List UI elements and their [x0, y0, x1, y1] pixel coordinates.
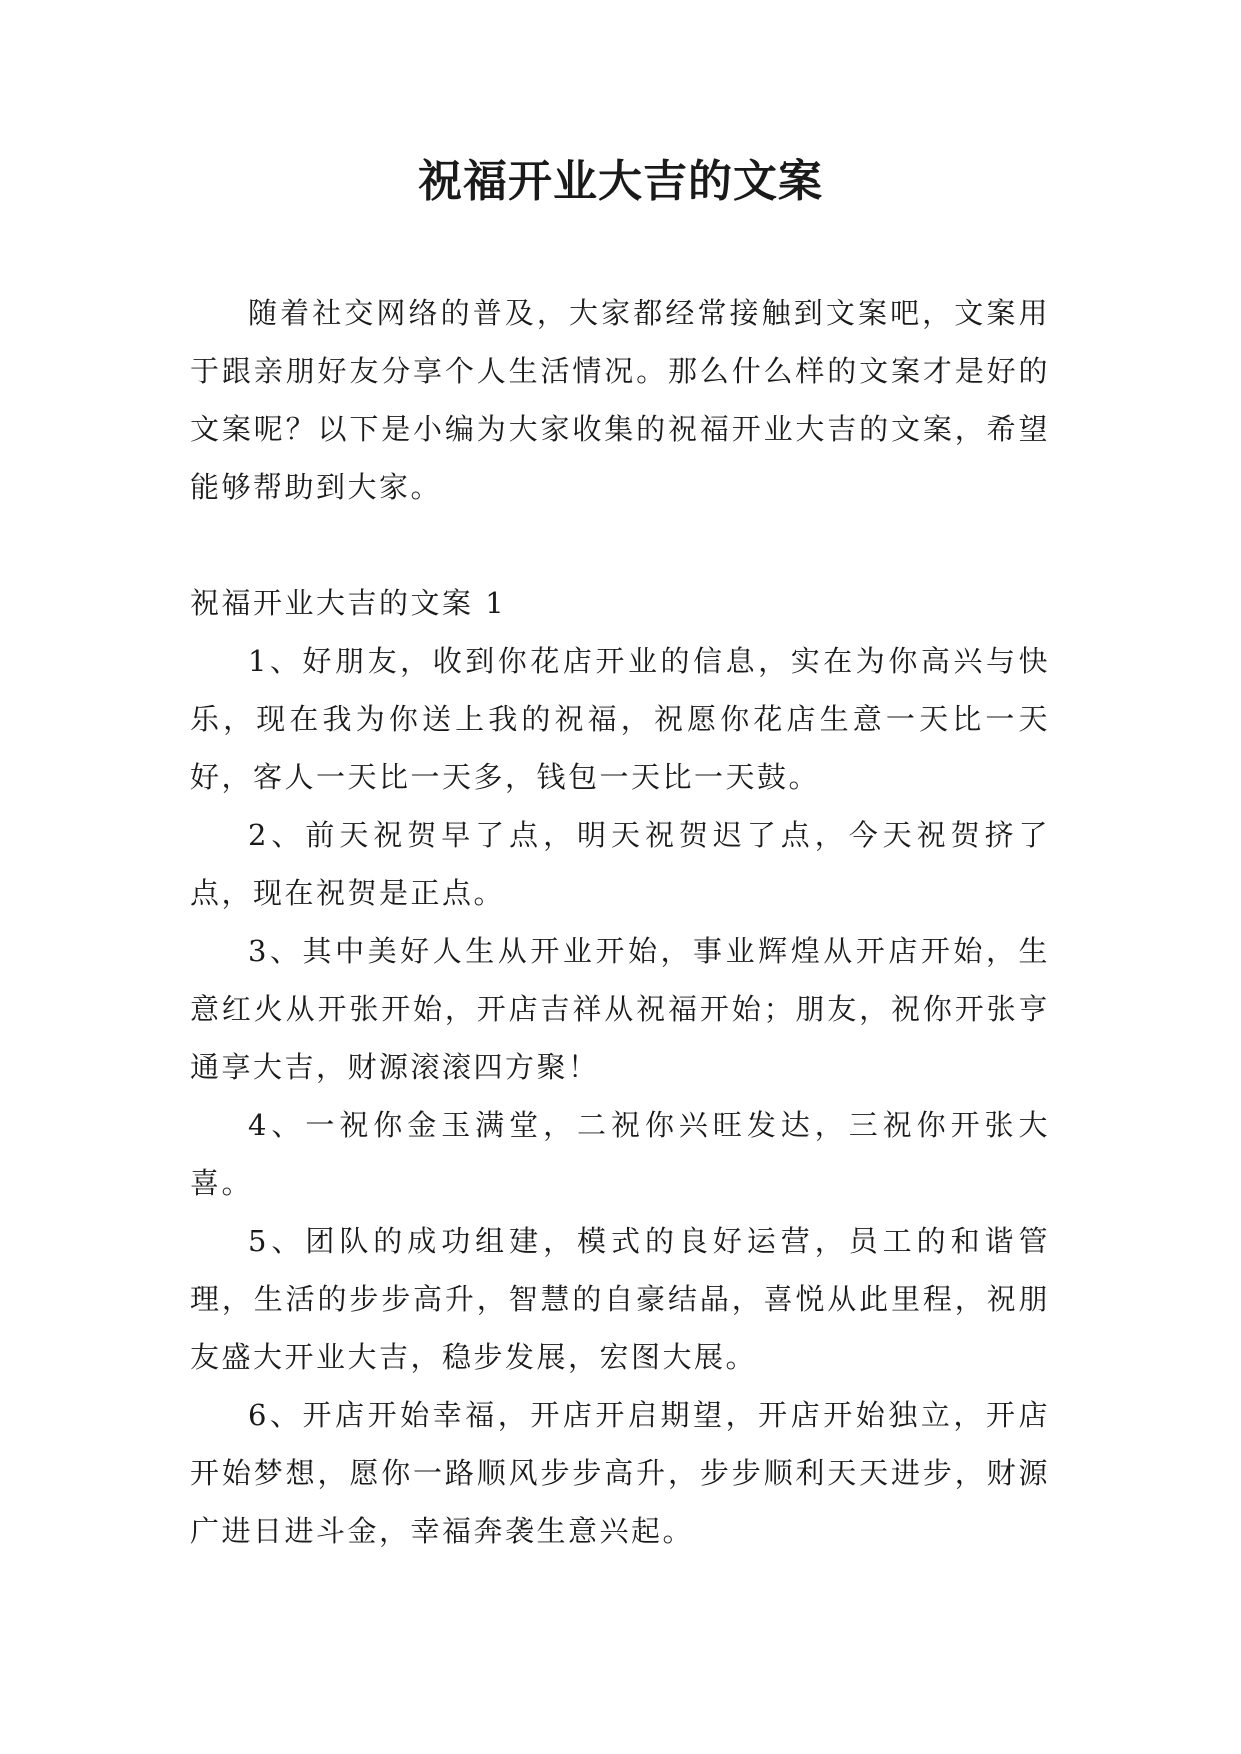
list-item: 6、开店开始幸福，开店开启期望，开店开始独立，开店开始梦想，愿你一路顺风步步高升，步步顺利天天进步，财源广进日进斗金，幸福奔袭生意兴起。 — [190, 1398, 1050, 1548]
section-heading: 祝福开业大吉的文案 1 — [190, 586, 507, 620]
document-body — [190, 284, 1050, 1560]
list-item: 3、其中美好人生从开业开始，事业辉煌从开店开始，生意红火从开张开始，开店吉祥从祝福开始；朋友，祝你开张亨通享大吉，财源滚滚四方聚！ — [190, 934, 1050, 1084]
document-title: 祝福开业大吉的文案 — [418, 156, 823, 207]
list-item: 4、一祝你金玉满堂，二祝你兴旺发达，三祝你开张大喜。 — [190, 1108, 1050, 1200]
list-item: 2、前天祝贺早了点，明天祝贺迟了点，今天祝贺挤了点，现在祝贺是正点。 — [190, 818, 1050, 910]
paragraph-spacer — [190, 516, 1050, 574]
list-item: 1、好朋友，收到你花店开业的信息，实在为你高兴与快乐，现在我为你送上我的祝福，祝愿你花店生意一天比一天好，客人一天比一天多，钱包一天比一天鼓。 — [190, 644, 1050, 794]
intro-paragraph: 随着社交网络的普及，大家都经常接触到文案吧，文案用于跟亲朋好友分享个人生活情况。那么什么样的文案才是好的文案呢？以下是小编为大家收集的祝福开业大吉的文案，希望能够帮助到大家。 — [190, 296, 1050, 504]
list-item: 5、团队的成功组建，模式的良好运营，员工的和谐管理，生活的步步高升，智慧的自豪结晶，喜悦从此里程，祝朋友盛大开业大吉，稳步发展，宏图大展。 — [190, 1224, 1050, 1374]
